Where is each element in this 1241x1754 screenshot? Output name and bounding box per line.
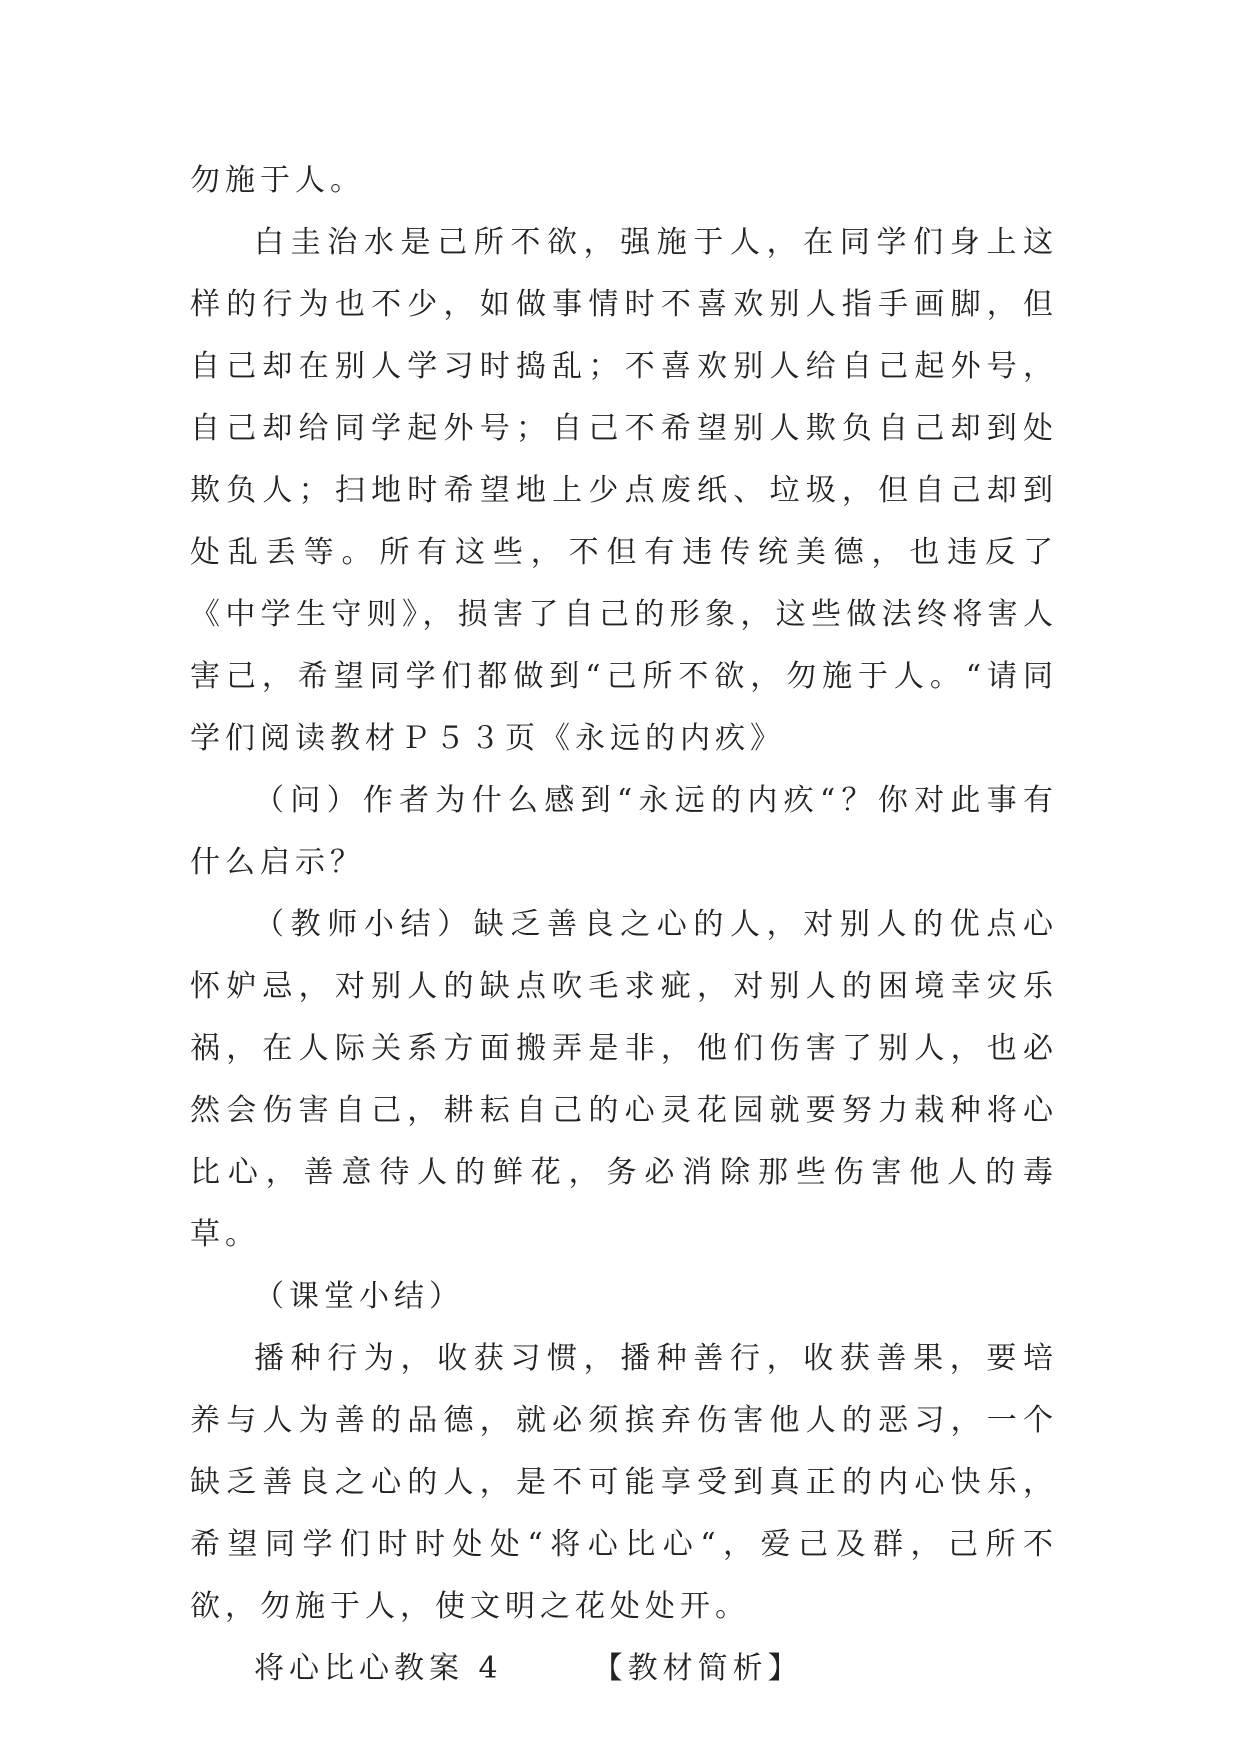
- paragraph-4: （教师小结）缺乏善良之心的人，对别人的优点心怀妒忌，对别人的缺点吹毛求疵，对别人的困境幸灾乐祸，在人际关系方面搬弄是非，他们伤害了别人，也必然会伤害自己，耕耘自己的心灵花园就要努力栽种将心比心，善意待人的鲜花，务必消除那些伤害他人的毒草。: [190, 907, 1058, 1252]
- paragraph-5: （课堂小结）: [254, 1279, 464, 1314]
- section-title: 【教材简析】: [592, 1651, 803, 1686]
- lesson-title: 将心比心教案 4: [254, 1651, 503, 1686]
- paragraph-1: 勿施于人。: [190, 163, 365, 198]
- paragraph-3: （问）作者为什么感到“永远的内疚“？你对此事有什么启示？: [190, 783, 1058, 880]
- paragraph-2: 白圭治水是己所不欲，强施于人，在同学们身上这样的行为也不少，如做事情时不喜欢别人指手画脚，但自己却在别人学习时捣乱；不喜欢别人给自己起外号，自己却给同学起外号；自己不希望别人欺负自己却到处欺负人；扫地时希望地上少点废纸、垃圾，但自己却到处乱丢等。所有这些，不但有违传统美德，也违反了《中学生守则》，损害了自己的形象，这些做法终将害人害己，希望同学们都做到“己所不欲，勿施于人。“请同学们阅读教材Ｐ５３页《永远的内疚》: [190, 225, 1058, 756]
- paragraph-6: 播种行为，收获习惯，播种善行，收获善果，要培养与人为善的品德，就必须摈弃伤害他人的恶习，一个缺乏善良之心的人，是不可能享受到真正的内心快乐，希望同学们时时处处“将心比心“，爱己及群，己所不欲，勿施于人，使文明之花处处开。: [190, 1341, 1058, 1624]
- document-body: [190, 150, 1058, 1700]
- section-heading-line: [190, 1638, 1058, 1700]
